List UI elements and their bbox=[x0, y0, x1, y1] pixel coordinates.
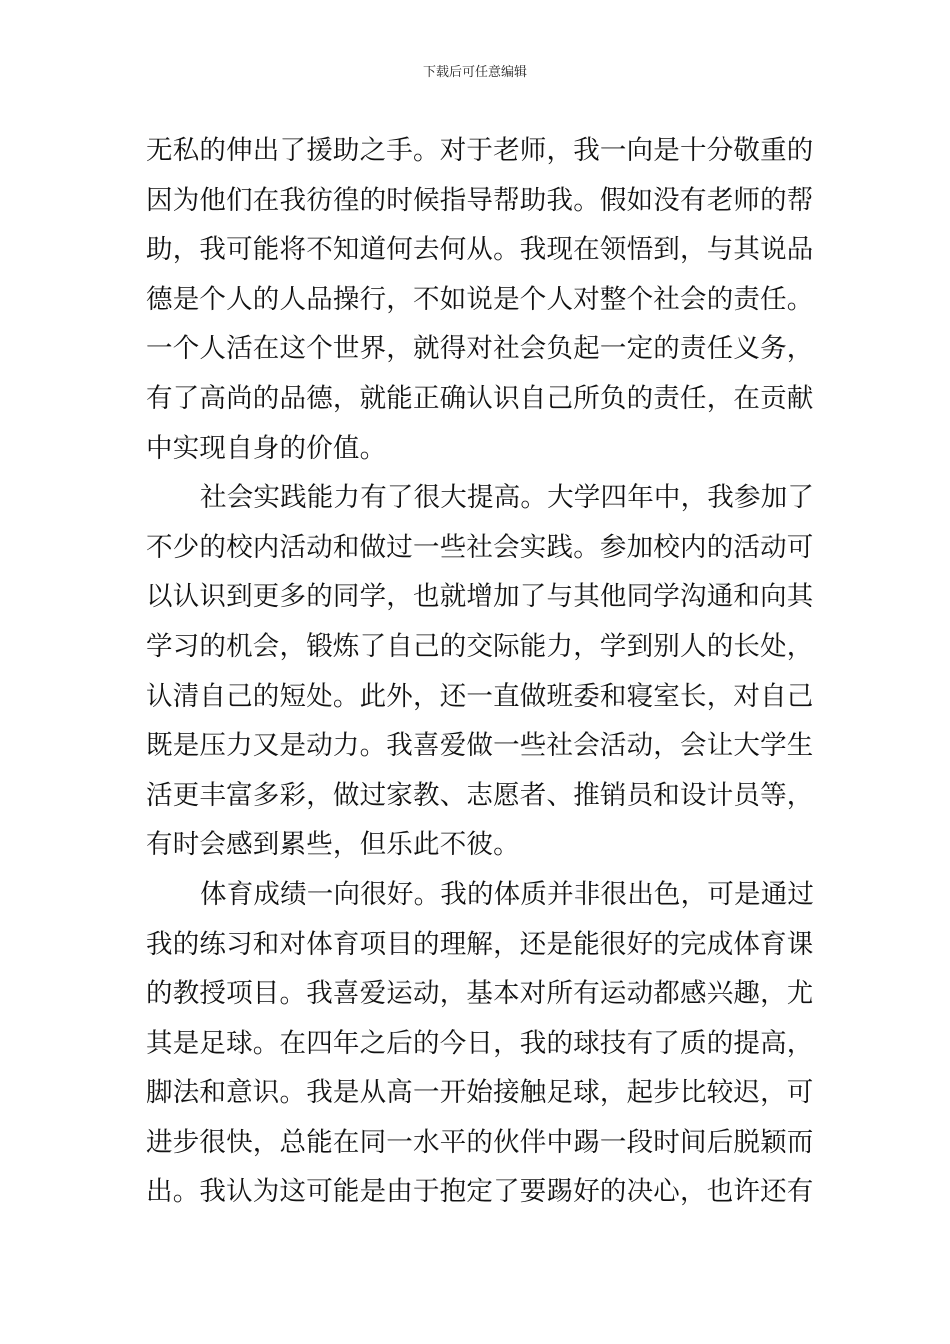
text-line: 既是压力又是动力。我喜爱做一些社会活动，会让大学生 bbox=[146, 730, 814, 762]
paragraph bbox=[146, 126, 816, 473]
text-line: 有了高尚的品德，就能正确认识自己所负的责任，在贡献 bbox=[146, 382, 814, 414]
text-line: 其是足球。在四年之后的今日，我的球技有了质的提高， bbox=[146, 1027, 814, 1059]
text-line: 无私的伸出了援助之手。对于老师，我一向是十分敬重的 bbox=[146, 135, 814, 166]
text-line: 体育成绩一向很好。我的体质并非很出色，可是通过 bbox=[200, 878, 815, 910]
page-header: 下载后可任意编辑 bbox=[422, 65, 527, 80]
text-line: 中实现自身的价值。 bbox=[146, 432, 387, 464]
paragraph bbox=[146, 870, 816, 1217]
text-line: 有时会感到累些，但乐此不彼。 bbox=[146, 829, 520, 861]
text-line: 德是个人的人品操行，不如说是个人对整个社会的责任。 bbox=[146, 283, 814, 315]
text-line: 不少的校内活动和做过一些社会实践。参加校内的活动可 bbox=[146, 531, 814, 563]
text-line: 我的练习和对体育项目的理解，还是能很好的完成体育课 bbox=[146, 928, 814, 960]
text-line: 一个人活在这个世界，就得对社会负起一定的责任义务， bbox=[146, 333, 814, 365]
text-line: 认清自己的短处。此外，还一直做班委和寝室长，对自己 bbox=[146, 680, 814, 712]
text-line: 社会实践能力有了很大提高。大学四年中，我参加了 bbox=[200, 482, 815, 514]
paragraph bbox=[146, 473, 816, 870]
text-line: 以认识到更多的同学，也就增加了与其他同学沟通和向其 bbox=[146, 581, 814, 613]
text-line: 出。我认为这可能是由于抱定了要踢好的决心，也许还有 bbox=[146, 1176, 814, 1208]
text-line: 助，我可能将不知道何去何从。我现在领悟到，与其说品 bbox=[146, 234, 814, 266]
text-line: 活更丰富多彩，做过家教、志愿者、推销员和设计员等， bbox=[146, 779, 814, 811]
text-line: 进步很快，总能在同一水平的伙伴中踢一段时间后脱颖而 bbox=[146, 1126, 814, 1158]
text-line: 因为他们在我彷徨的时候指导帮助我。假如没有老师的帮 bbox=[146, 184, 814, 216]
text-line: 学习的机会，锻炼了自己的交际能力，学到别人的长处， bbox=[146, 630, 814, 662]
text-line: 脚法和意识。我是从高一开始接触足球，起步比较迟，可 bbox=[146, 1077, 814, 1109]
document-body bbox=[146, 126, 816, 1217]
text-line: 的教授项目。我喜爱运动，基本对所有运动都感兴趣，尤 bbox=[146, 978, 814, 1010]
